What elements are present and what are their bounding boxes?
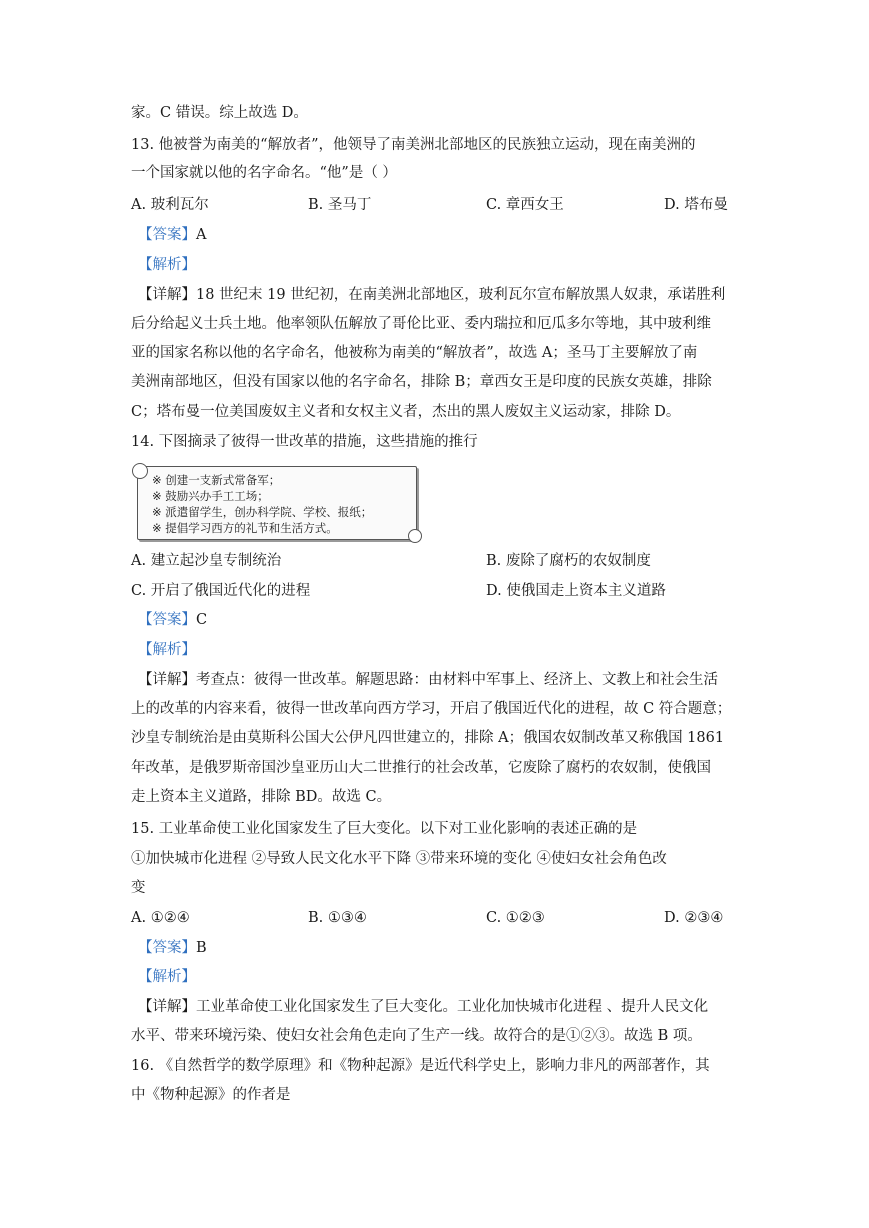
question-14-stem: 14. 下图摘录了彼得一世改革的措施，这些措施的推行 [131,434,478,450]
answer-value: C [196,612,208,628]
q14-analysis-tag: 【解析】 [138,642,196,658]
q13-answer [138,225,748,245]
scroll-curl-icon [408,529,422,543]
detail-text: 考查点：彼得一世改革。解题思路：由材料中军事上、经济上、文教上和社会生活 [196,672,718,688]
q15-option-c: C. ①②③ [486,910,545,926]
reform-measures-scroll [137,466,417,540]
detail-tag: 【详解】 [138,999,196,1015]
q13-detail-4: 美洲南部地区，但没有国家以他的名字命名，排除 B；章西女王是印度的民族女英雄，排除 [131,374,712,390]
q13-detail-3: 亚的国家名称以他的名字命名，他被称为南美的“解放者”，故选 A；圣马丁主要解放了南 [131,345,698,361]
q15-option-d: D. ②③④ [664,910,724,926]
detail-text: 18 世纪末 19 世纪初，在南美洲北部地区，玻利瓦尔宣布解放黑人奴隶，承诺胜利 [196,287,726,303]
question-15-items: ①加快城市化进程 ②导致人民文化水平下降 ③带来环境的变化 ④使妇女社会角色改 [131,851,667,867]
q14-detail-4: 年改革，是俄罗斯帝国沙皇亚历山大二世推行的社会改革，它废除了腐朽的农奴制，使俄国 [131,760,711,776]
text-line: 家。C 错误。综上故选 D。 [131,105,308,121]
scroll-curl-icon [132,463,148,479]
question-15-items-cont: 变 [131,880,146,896]
q14-detail-1 [138,670,748,690]
answer-value: B [196,940,207,956]
question-13-stem: 13. 他被誉为南美的“解放者”，他领导了南美洲北部地区的民族独立运动，现在南美洲的 [131,137,696,153]
question-16-stem: 16. 《自然哲学的数学原理》和《物种起源》是近代科学史上，影响力非凡的两部著作，其 [131,1058,710,1074]
q15-detail-1 [138,997,748,1017]
question-15-stem: 15. 工业革命使工业化国家发生了巨大变化。以下对工业化影响的表述正确的是 [131,821,638,837]
answer-tag: 【答案】 [138,612,196,628]
q13-option-b: B. 圣马丁 [308,197,372,213]
scroll-item: ※ 提倡学习西方的礼节和生活方式。 [152,521,338,535]
scroll-item: ※ 创建一支新式常备军； [152,473,281,487]
q14-answer [138,610,748,630]
answer-value: A [196,227,207,243]
q15-option-a: A. ①②④ [131,910,190,926]
q15-detail-2: 水平、带来环境污染、使妇女社会角色走向了生产一线。故符合的是①②③。故选 B 项。 [131,1028,702,1044]
q15-analysis-tag: 【解析】 [138,969,196,985]
question-16-stem-cont: 中《物种起源》的作者是 [131,1087,291,1103]
q13-option-a: A. 玻利瓦尔 [131,197,209,213]
answer-tag: 【答案】 [138,227,196,243]
scroll-item: ※ 派遣留学生，创办科学院、学校、报纸； [152,505,373,519]
question-13-stem-cont: 一个国家就以他的名字命名。“他”是（ ） [131,165,397,181]
answer-tag: 【答案】 [138,940,196,956]
detail-text: 工业革命使工业化国家发生了巨大变化。工业化加快城市化进程 、提升人民文化 [196,999,709,1015]
q14-detail-5: 走上资本主义道路，排除 BD。故选 C。 [131,789,392,805]
q13-option-d: D. 塔布曼 [664,197,728,213]
q14-detail-3: 沙皇专制统治是由莫斯科公国大公伊凡四世建立的，排除 A；俄国农奴制改革又称俄国 1861 [131,730,725,746]
q13-option-c: C. 章西女王 [486,197,564,213]
q14-option-b: B. 废除了腐朽的农奴制度 [486,553,651,569]
q14-detail-2: 上的改革的内容来看，彼得一世改革向西方学习，开启了俄国近代化的进程，故 C 符合题意； [131,701,732,717]
detail-tag: 【详解】 [138,672,196,688]
q13-analysis-tag: 【解析】 [138,257,196,273]
q15-answer [138,938,748,958]
q13-detail-1 [138,285,748,305]
q15-option-b: B. ①③④ [308,910,367,926]
q14-option-c: C. 开启了俄国近代化的进程 [131,583,311,599]
q13-detail-2: 后分给起义士兵土地。他率领队伍解放了哥伦比亚、委内瑞拉和厄瓜多尔等地，其中玻利维 [131,316,711,332]
scroll-item: ※ 鼓励兴办手工工场； [152,489,269,503]
q14-option-d: D. 使俄国走上资本主义道路 [486,583,666,599]
q14-option-a: A. 建立起沙皇专制统治 [131,553,282,569]
detail-tag: 【详解】 [138,287,196,303]
q13-detail-5: C；塔布曼一位美国废奴主义者和女权主义者，杰出的黑人废奴主义运动家，排除 D。 [131,404,681,420]
